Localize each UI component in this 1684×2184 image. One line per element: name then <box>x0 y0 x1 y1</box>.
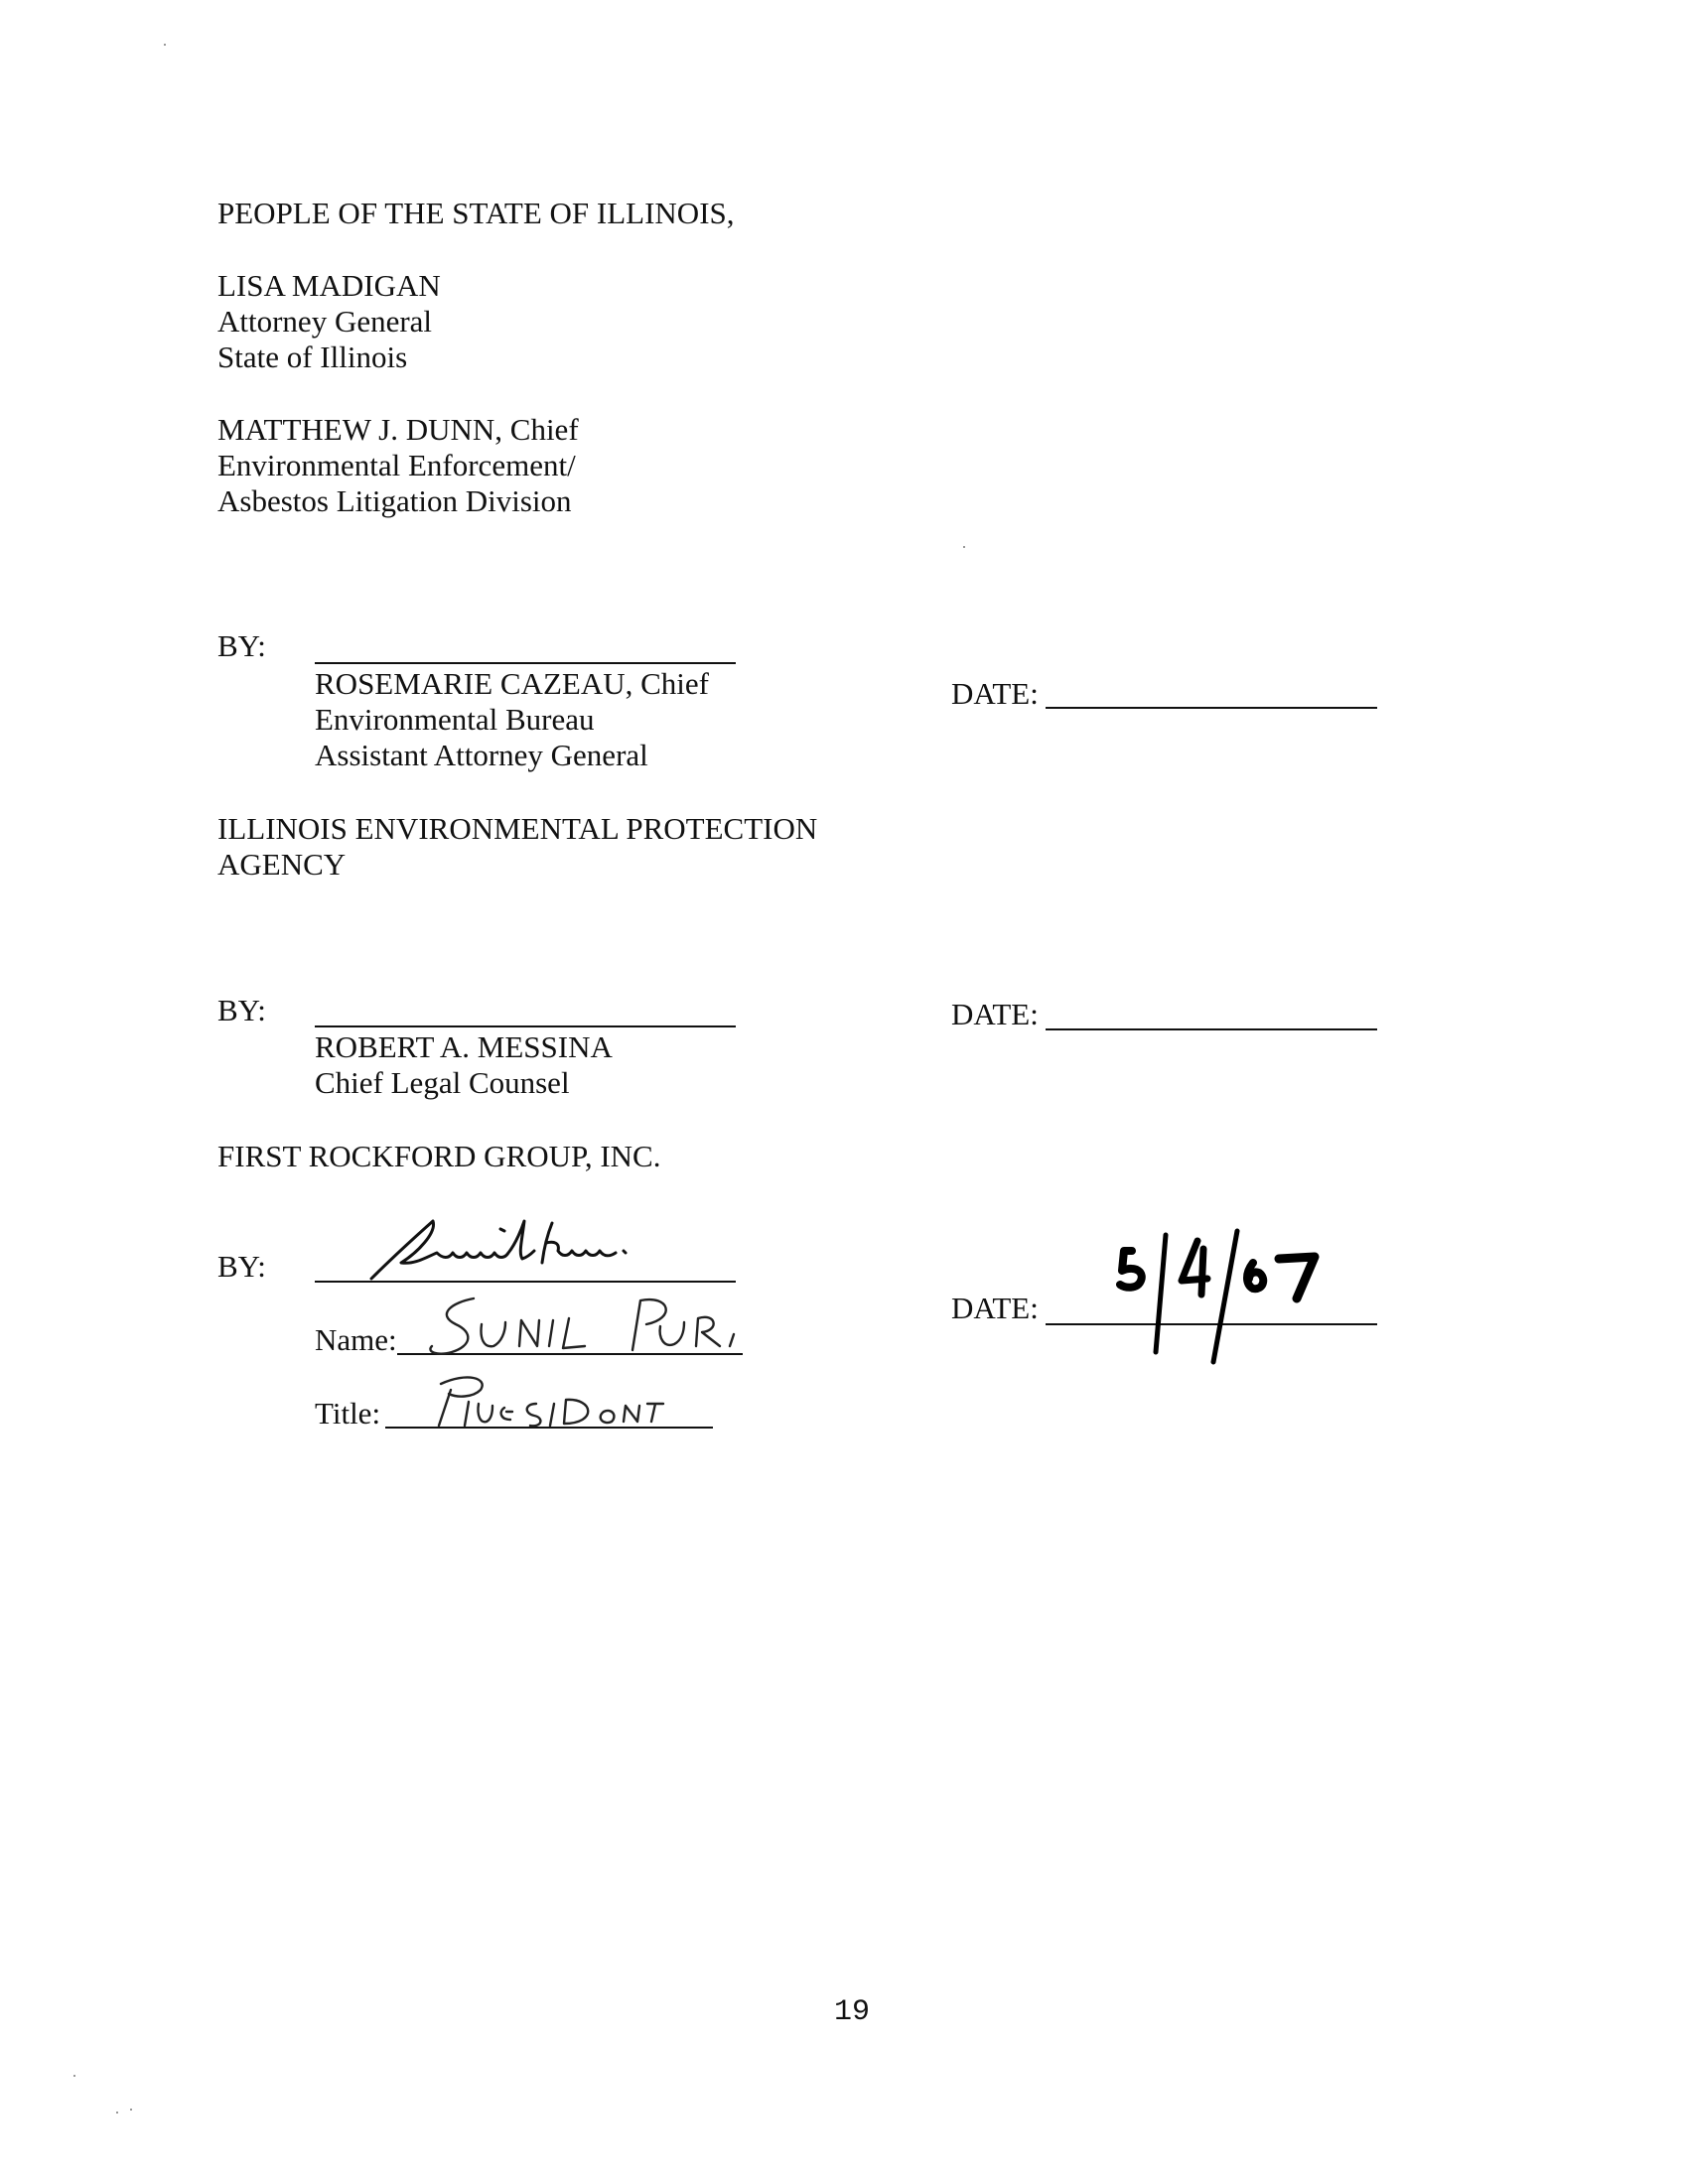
scan-speck <box>130 2109 132 2111</box>
signatory-name-2: ROBERT A. MESSINA <box>315 1029 613 1064</box>
chief-name: MATTHEW J. DUNN, Chief <box>217 412 579 447</box>
handwritten-date <box>1112 1213 1340 1362</box>
scan-speck <box>73 2075 75 2077</box>
title-label: Title: <box>315 1396 381 1431</box>
date-line-1 <box>1046 707 1377 709</box>
date-line-2 <box>1046 1028 1377 1030</box>
date-label-1: DATE: <box>951 676 1039 711</box>
people-heading: PEOPLE OF THE STATE OF ILLINOIS, <box>217 196 735 230</box>
scan-speck <box>116 2112 118 2114</box>
handwritten-signature <box>367 1213 685 1293</box>
signatory-title-2: Chief Legal Counsel <box>315 1065 570 1100</box>
ag-name: LISA MADIGAN <box>217 268 441 303</box>
by-label-2: BY: <box>217 993 266 1027</box>
company-name: FIRST ROCKFORD GROUP, INC. <box>217 1139 661 1173</box>
name-label: Name: <box>315 1322 397 1357</box>
handwritten-title <box>427 1368 685 1432</box>
agency-line2: AGENCY <box>217 847 347 882</box>
chief-division-line2: Asbestos Litigation Division <box>217 483 572 518</box>
by-label-1: BY: <box>217 628 266 663</box>
handwritten-name <box>422 1291 750 1362</box>
scan-speck <box>963 546 965 548</box>
page-number: 19 <box>834 1995 871 2029</box>
signatory-line3-1: Assistant Attorney General <box>315 738 648 772</box>
date-label-3: DATE: <box>951 1291 1039 1325</box>
scan-speck <box>164 44 166 46</box>
ag-state: State of Illinois <box>217 340 408 374</box>
date-label-2: DATE: <box>951 997 1039 1031</box>
by-label-3: BY: <box>217 1249 266 1284</box>
signature-line-1 <box>315 662 736 664</box>
ag-title: Attorney General <box>217 304 433 339</box>
agency-line1: ILLINOIS ENVIRONMENTAL PROTECTION <box>217 811 818 846</box>
signatory-line2-1: Environmental Bureau <box>315 702 595 737</box>
signature-line-2 <box>315 1025 736 1027</box>
signatory-name-1: ROSEMARIE CAZEAU, Chief <box>315 666 709 701</box>
chief-division-line1: Environmental Enforcement/ <box>217 448 576 482</box>
